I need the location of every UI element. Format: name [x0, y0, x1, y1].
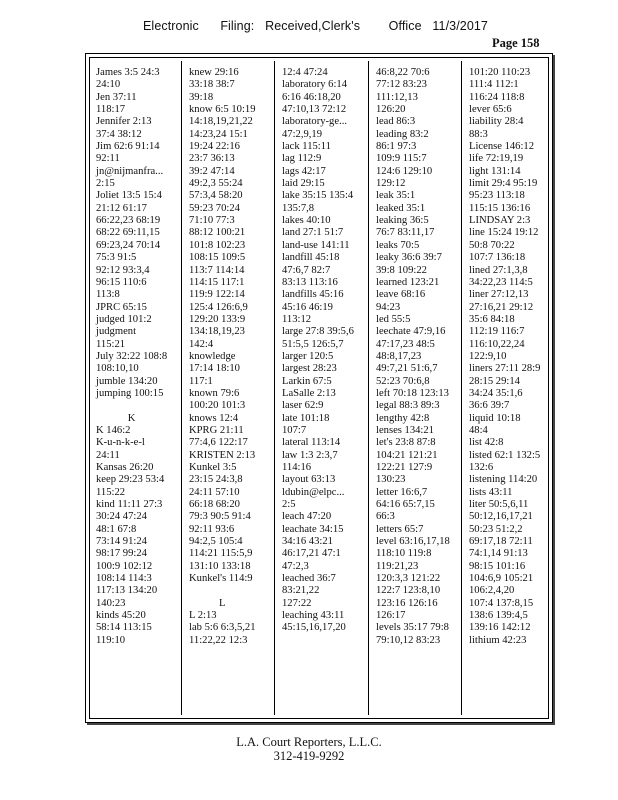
index-entry: list 42:8 — [469, 437, 504, 449]
index-entry: 130:23 — [376, 474, 406, 486]
index-entry: level 63:16,17,18 — [376, 536, 450, 548]
index-entry: 106:2,4,20 — [469, 585, 515, 597]
index-entry: large 27:8 39:5,6 — [282, 326, 354, 338]
index-entry: 17:14 18:10 — [189, 363, 240, 375]
index-entry: James 3:5 24:3 — [96, 67, 160, 78]
index-entry: 96:15 110:6 — [96, 276, 147, 288]
index-entry: leach 47:20 — [282, 511, 332, 523]
index-entry: 21:12 61:17 — [96, 202, 147, 214]
index-entry: judgment — [96, 326, 137, 338]
index-entry: L 2:13 — [189, 610, 217, 622]
index-entry: knew 29:16 — [189, 67, 239, 78]
index-entry: 76:7 83:11,17 — [376, 227, 435, 239]
index-entry: 101:20 110:23 — [469, 67, 531, 78]
index-entry: 45:16 46:19 — [282, 301, 333, 313]
index-column-2 — [189, 67, 256, 647]
index-entry: 123:16 126:16 — [376, 597, 438, 609]
index-entry: 6:16 46:18,20 — [282, 91, 341, 103]
footer-company: L.A. Court Reporters, L.L.C. — [236, 735, 382, 749]
index-entry: 2:15 — [96, 178, 115, 190]
index-entry: 83:21,22 — [282, 585, 320, 597]
index-entry: lake 35:15 135:4 — [282, 190, 354, 202]
index-entry: 88:3 — [469, 128, 488, 140]
index-entry: 66:3 — [376, 511, 395, 523]
index-entry: 92:12 93:3,4 — [96, 264, 150, 276]
index-entry: 49:7,21 51:6,7 — [376, 363, 438, 375]
index-entry: keep 29:23 53:4 — [96, 474, 165, 486]
index-entry: leaching 43:11 — [282, 610, 345, 622]
index-entry: 112:19 116:7 — [469, 326, 525, 338]
index-entry: 127:22 — [282, 597, 312, 609]
index-column-3 — [282, 67, 354, 635]
index-entry: 122:21 127:9 — [376, 462, 433, 473]
index-entry: 39:8 109:22 — [376, 264, 427, 276]
index-entry: lateral 113:14 — [282, 437, 341, 449]
index-entry: 101:8 102:23 — [189, 239, 246, 251]
index-entry: laid 29:15 — [282, 178, 325, 190]
index-entry: 77:4,6 122:17 — [189, 437, 248, 449]
index-entry: leechate 47:9,16 — [376, 326, 446, 338]
index-inner-border — [89, 57, 549, 719]
index-entry: 117:13 134:20 — [96, 585, 158, 597]
index-entry: Kansas 26:20 — [96, 462, 154, 473]
index-entry: 111:4 112:1 — [469, 79, 519, 91]
index-entry: 108:15 109:5 — [189, 252, 246, 264]
index-entry: 24:10 — [96, 79, 121, 91]
index-entry: judged 101:2 — [96, 313, 152, 325]
index-entry: landfill 45:18 — [282, 252, 340, 264]
index-entry: 104:21 121:21 — [376, 449, 438, 461]
index-entry: leaked 35:1 — [376, 202, 426, 214]
index-entry: life 72:19,19 — [469, 153, 524, 165]
index-entry: jumble 134:20 — [96, 375, 158, 387]
index-entry: kind 11:11 27:3 — [96, 499, 163, 511]
index-entry: KPRG 21:11 — [189, 424, 244, 436]
index-entry: 30:24 47:24 — [96, 511, 147, 523]
index-entry: 142:4 — [189, 338, 214, 350]
index-entry: 125:4 126:6,9 — [189, 301, 248, 313]
index-entry: 36:6 39:7 — [469, 400, 510, 412]
index-entry: 14:23,24 15:1 — [189, 128, 248, 140]
index-entry: 47:6,7 82:7 — [282, 264, 331, 276]
index-entry: 135:7,8 — [282, 202, 315, 214]
index-entry: 50:12,16,17,21 — [469, 511, 533, 523]
index-entry: lined 27:1,3,8 — [469, 264, 528, 276]
index-entry: line 15:24 19:12 — [469, 227, 539, 239]
index-entry: 59:23 70:24 — [189, 202, 240, 214]
index-entry: 28:15 29:14 — [469, 375, 520, 387]
index-entry: law 1:3 2:3,7 — [282, 449, 338, 461]
index-entry: 129:20 133:9 — [189, 313, 246, 325]
index-entry: leaky 36:6 39:7 — [376, 252, 442, 264]
index-entry: 94:23 — [376, 301, 401, 313]
index-entry: 27:16,21 29:12 — [469, 301, 534, 313]
footer-phone: 312-419-9292 — [273, 749, 345, 763]
index-entry: 39:2 47:14 — [189, 165, 235, 177]
index-entry: 71:10 77:3 — [189, 215, 235, 227]
index-entry: 126:17 — [376, 610, 406, 622]
index-entry: 24:11 — [96, 449, 120, 461]
index-entry: landfills 45:16 — [282, 289, 344, 301]
index-entry: land-use 141:11 — [282, 239, 350, 251]
index-entry: 124:6 129:10 — [376, 165, 433, 177]
index-entry: 107:4 137:8,15 — [469, 597, 534, 609]
index-entry: liability 28:4 — [469, 116, 524, 128]
index-entry: limit 29:4 95:19 — [469, 178, 538, 190]
index-entry: 49:2,3 55:24 — [189, 178, 243, 190]
index-entry: 114:21 115:5,9 — [189, 548, 253, 560]
index-entry: JPRC 65:15 — [96, 301, 147, 313]
index-entry: 113:7 114:14 — [189, 264, 245, 276]
index-entry: 48:4 — [469, 424, 488, 436]
index-entry: kinds 45:20 — [96, 610, 146, 622]
index-entry — [96, 400, 167, 412]
index-entry: known 79:6 — [189, 387, 240, 399]
index-entry: 115:15 136:16 — [469, 202, 531, 214]
index-entry: 132:6 — [469, 462, 494, 473]
index-entry: 34:16 43:21 — [282, 536, 333, 548]
index-entry: 77:12 83:23 — [376, 79, 427, 91]
index-entry: 120:3,3 121:22 — [376, 573, 441, 585]
index-entry: lever 65:6 — [469, 104, 512, 116]
index-entry: 37:4 38:12 — [96, 128, 142, 140]
index-entry: Jim 62:6 91:14 — [96, 141, 160, 153]
column-divider — [368, 61, 369, 715]
index-entry: 33:18 38:7 — [189, 79, 235, 91]
index-entry: larger 120:5 — [282, 350, 334, 362]
index-entry: 100:20 101:3 — [189, 400, 246, 412]
column-divider — [274, 61, 275, 715]
page-number: Page 158 — [492, 36, 540, 50]
index-column-1 — [96, 67, 167, 647]
index-entry: 114:15 117:1 — [189, 276, 245, 288]
index-entry: 48:1 67:8 — [96, 523, 137, 535]
index-entry: let's 23:8 87:8 — [376, 437, 436, 449]
index-entry: 66:18 68:20 — [189, 499, 240, 511]
index-entry: liner 27:12,13 — [469, 289, 529, 301]
index-entry: left 70:18 123:13 — [376, 387, 449, 399]
index-entry: lags 42:17 — [282, 165, 326, 177]
index-entry: largest 28:23 — [282, 363, 337, 375]
index-entry: 35:6 84:18 — [469, 313, 515, 325]
index-entry: 58:14 113:15 — [96, 622, 152, 634]
index-entry: letter 16:6,7 — [376, 486, 428, 498]
index-frame — [85, 53, 553, 723]
index-entry: 34:24 35:1,6 — [469, 387, 523, 399]
index-entry: 92:11 93:6 — [189, 523, 235, 535]
index-entry: 113:8 — [96, 289, 120, 301]
index-entry: 64:16 65:7,15 — [376, 499, 435, 511]
index-entry: 100:9 102:12 — [96, 560, 153, 572]
index-entry: 119:10 — [96, 634, 126, 646]
index-entry: L — [219, 597, 226, 609]
index-entry: 73:14 91:24 — [96, 536, 147, 548]
column-divider — [461, 61, 462, 715]
index-entry: liners 27:11 28:9 — [469, 363, 541, 375]
index-entry: laboratory-ge... — [282, 116, 348, 128]
index-entry: 79:10,12 83:23 — [376, 634, 441, 646]
index-entry: 23:7 36:13 — [189, 153, 235, 165]
index-entry: 14:18,19,21,22 — [189, 116, 253, 128]
index-entry: 119:21,23 — [376, 560, 419, 572]
index-entry: 48:8,17,23 — [376, 350, 422, 362]
index-entry: liter 50:5,6,11 — [469, 499, 529, 511]
index-entry: 79:3 90:5 91:4 — [189, 511, 251, 523]
index-entry: leachate 34:15 — [282, 523, 344, 535]
index-entry: 47:10,13 72:12 — [282, 104, 347, 116]
index-entry: leading 83:2 — [376, 128, 429, 140]
index-entry: lakes 40:10 — [282, 215, 331, 227]
index-entry: 134:18,19,23 — [189, 326, 245, 338]
index-entry: lack 115:11 — [282, 141, 331, 153]
filing-header: Electronic Filing: Received,Clerk's Office 11/3/2017 — [143, 19, 488, 33]
index-entry: 57:3,4 58:20 — [189, 190, 243, 202]
index-entry: 75:3 91:5 — [96, 252, 137, 264]
index-entry: 107:7 136:18 — [469, 252, 526, 264]
index-entry: 47:17,23 48:5 — [376, 338, 435, 350]
index-entry: KRISTEN 2:13 — [189, 449, 256, 461]
index-entry: 115:21 — [96, 338, 126, 350]
index-entry: 88:12 100:21 — [189, 227, 246, 239]
index-entry: 74:1,14 91:13 — [469, 548, 528, 560]
index-entry: 24:11 57:10 — [189, 486, 240, 498]
index-entry: knows 12:4 — [189, 412, 239, 424]
index-entry: 108:10,10 — [96, 363, 139, 375]
index-entry: 138:6 139:4,5 — [469, 610, 528, 622]
index-entry: ldubin@elpc... — [282, 486, 345, 498]
index-entry: lengthy 42:8 — [376, 412, 430, 424]
index-entry: 116:24 118:8 — [469, 91, 525, 103]
index-entry: K-u-n-k-e-l — [96, 437, 145, 449]
index-entry: 94:2,5 105:4 — [189, 536, 243, 548]
index-entry: Jen 37:11 — [96, 91, 137, 103]
index-entry: laser 62:9 — [282, 400, 324, 412]
index-entry: 51:5,5 126:5,7 — [282, 338, 344, 350]
index-entry: 52:23 70:6,8 — [376, 375, 430, 387]
index-entry: 83:13 113:16 — [282, 276, 338, 288]
index-entry: learned 123:21 — [376, 276, 440, 288]
index-entry: levels 35:17 79:8 — [376, 622, 449, 634]
index-entry: jn@nijmanfra... — [96, 165, 164, 177]
index-entry: 129:12 — [376, 178, 406, 190]
index-entry: 118:10 119:8 — [376, 548, 432, 560]
index-entry: 98:17 99:24 — [96, 548, 147, 560]
index-entry: 139:16 142:12 — [469, 622, 531, 634]
index-entry: 109:9 115:7 — [376, 153, 427, 165]
index-entry: 113:12 — [282, 313, 312, 325]
index-entry: lithium 42:23 — [469, 634, 527, 646]
index-entry: K 146:2 — [96, 424, 131, 436]
index-entry: Larkin 67:5 — [282, 375, 332, 387]
index-entry: 11:22,22 12:3 — [189, 634, 248, 646]
index-entry: 2:5 — [282, 499, 296, 511]
index-entry: 116:10,22,24 — [469, 338, 525, 350]
index-column-4 — [376, 67, 450, 647]
index-entry: K — [127, 412, 136, 424]
index-entry: lists 43:11 — [469, 486, 513, 498]
index-entry: layout 63:13 — [282, 474, 336, 486]
index-column-5 — [469, 67, 540, 647]
index-entry: 104:6,9 105:21 — [469, 573, 534, 585]
index-entry: knowledge — [189, 350, 236, 362]
index-entry: 115:22 — [96, 486, 126, 498]
index-entry: 47:2,3 — [282, 560, 309, 572]
index-entry: Kunkel 3:5 — [189, 462, 237, 473]
index-entry: legal 88:3 89:3 — [376, 400, 440, 412]
index-entry: lenses 134:21 — [376, 424, 434, 436]
index-entry: leaks 70:5 — [376, 239, 420, 251]
index-entry: Kunkel's 114:9 — [189, 573, 253, 585]
index-entry: 140:23 — [96, 597, 126, 609]
index-entry: LINDSAY 2:3 — [469, 215, 531, 227]
index-entry: 19:24 22:16 — [189, 141, 240, 153]
index-entry: leak 35:1 — [376, 190, 416, 202]
index-entry: lab 5:6 6:3,5,21 — [189, 622, 256, 634]
index-entry: leaking 36:5 — [376, 215, 429, 227]
index-entry: 117:1 — [189, 375, 213, 387]
index-entry: 34:22,23 114:5 — [469, 276, 533, 288]
index-entry: lag 112:9 — [282, 153, 322, 165]
index-entry: leached 36:7 — [282, 573, 336, 585]
index-entry: 119:9 122:14 — [189, 289, 245, 301]
index-entry: 122:7 123:8,10 — [376, 585, 441, 597]
index-entry: 46:17,21 47:1 — [282, 548, 341, 560]
index-entry: late 101:18 — [282, 412, 330, 424]
index-entry: land 27:1 51:7 — [282, 227, 344, 239]
index-entry: 45:15,16,17,20 — [282, 622, 346, 634]
index-entry: 95:23 113:18 — [469, 190, 525, 202]
index-entry: leave 68:16 — [376, 289, 426, 301]
index-entry: liquid 10:18 — [469, 412, 521, 424]
index-entry: 66:22,23 68:19 — [96, 215, 161, 227]
index-entry: 69:23,24 70:14 — [96, 239, 161, 251]
index-entry: lead 86:3 — [376, 116, 416, 128]
index-entry: 126:20 — [376, 104, 406, 116]
index-entry: listed 62:1 132:5 — [469, 449, 541, 461]
index-entry: 98:15 101:16 — [469, 560, 526, 572]
index-entry: License 146:12 — [469, 141, 535, 153]
index-entry: 108:14 114:3 — [96, 573, 152, 585]
index-entry: 131:10 133:18 — [189, 560, 251, 572]
index-entry: 23:15 24:3,8 — [189, 474, 243, 486]
index-entry: 46:8,22 70:6 — [376, 67, 430, 78]
index-entry: 50:23 51:2,2 — [469, 523, 523, 535]
index-entry: 111:12,13 — [376, 91, 418, 103]
index-entry: 92:11 — [96, 153, 120, 165]
index-entry: 68:22 69:11,15 — [96, 227, 160, 239]
index-entry: LaSalle 2:13 — [282, 387, 336, 399]
index-entry: 47:2,9,19 — [282, 128, 323, 140]
index-entry: Jennifer 2:13 — [96, 116, 152, 128]
index-entry: letters 65:7 — [376, 523, 424, 535]
index-entry: listening 114:20 — [469, 474, 538, 486]
index-entry: July 32:22 108:8 — [96, 350, 168, 362]
index-entry: 12:4 47:24 — [282, 67, 328, 78]
index-entry: Joliet 13:5 15:4 — [96, 190, 162, 202]
index-entry: 86:1 97:3 — [376, 141, 417, 153]
index-entry: laboratory 6:14 — [282, 79, 348, 91]
index-entry: jumping 100:15 — [96, 387, 164, 399]
index-entry: light 131:14 — [469, 165, 521, 177]
index-entry: 122:9,10 — [469, 350, 507, 362]
index-entry: 114:16 — [282, 462, 312, 473]
column-divider — [181, 61, 182, 715]
index-entry: know 6:5 10:19 — [189, 104, 256, 116]
index-entry — [189, 585, 256, 597]
index-entry: 50:8 70:22 — [469, 239, 515, 251]
index-entry: 118:17 — [96, 104, 126, 116]
index-entry: 69:17,18 72:11 — [469, 536, 533, 548]
index-entry: led 55:5 — [376, 313, 411, 325]
index-entry: 107:7 — [282, 424, 307, 436]
index-entry: 39:18 — [189, 91, 214, 103]
